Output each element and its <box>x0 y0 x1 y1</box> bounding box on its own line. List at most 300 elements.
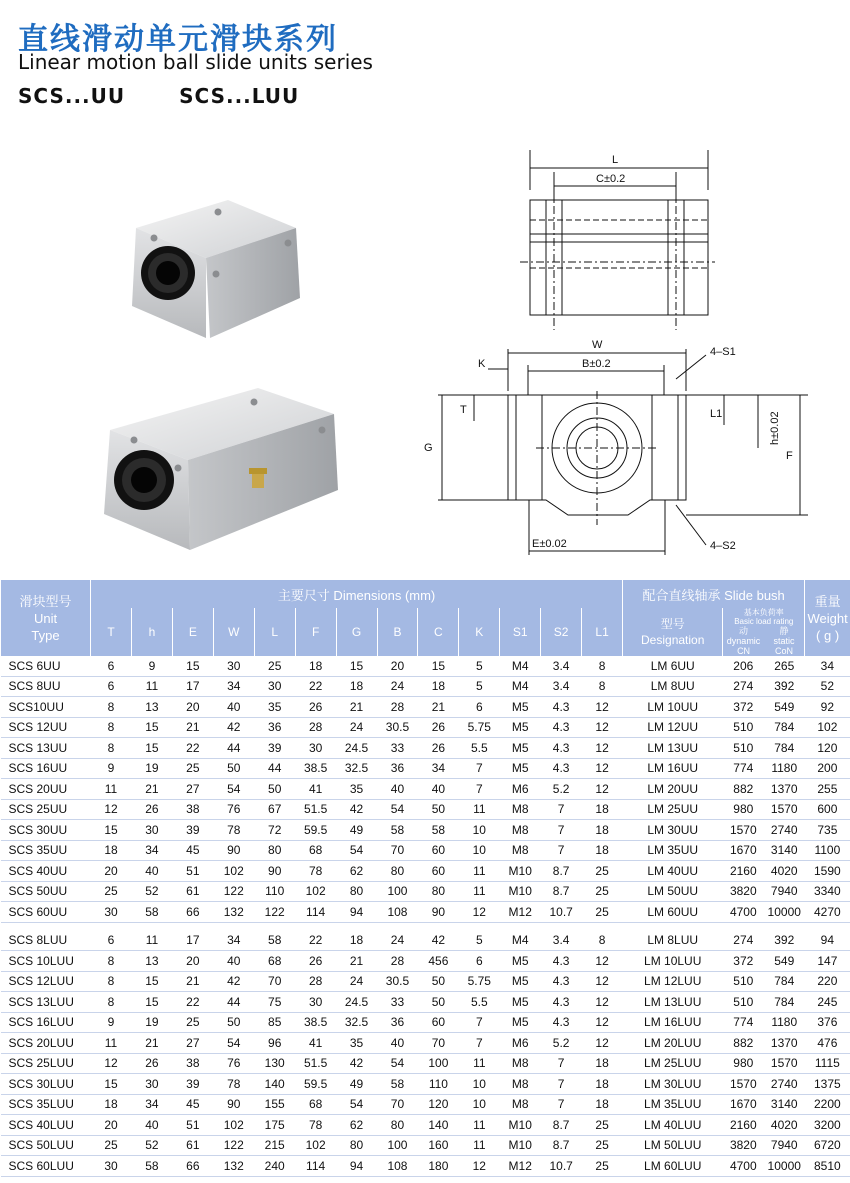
table-cell: 18 <box>418 676 459 697</box>
unit-header-en2: Type <box>31 627 60 643</box>
dim-header-s2: S2 <box>541 608 582 656</box>
table-cell: 220 <box>805 971 850 992</box>
table-cell: M4 <box>500 676 541 697</box>
table-cell: 110 <box>254 881 295 902</box>
table-cell: 24.5 <box>336 738 377 759</box>
table-cell: 39 <box>254 738 295 759</box>
table-cell: 26 <box>131 1053 172 1074</box>
designation-cell: LM 10LUU <box>623 951 723 972</box>
table-cell: 155 <box>254 1094 295 1115</box>
table-cell: 27 <box>172 779 213 800</box>
table-cell: 15 <box>131 971 172 992</box>
designation-cell: LM 12LUU <box>623 971 723 992</box>
table-cell: M5 <box>500 717 541 738</box>
table-cell: 62 <box>336 1115 377 1136</box>
table-cell: 58 <box>377 1074 418 1095</box>
table-cell: 11 <box>459 1135 500 1156</box>
table-cell: 8 <box>582 656 623 676</box>
table-cell: 1370 <box>764 779 805 800</box>
table-cell: 15 <box>172 656 213 676</box>
table-cell: 22 <box>295 931 336 951</box>
table-row <box>1 1012 850 1033</box>
table-cell: M10 <box>500 881 541 902</box>
dim-header-b: B <box>377 608 418 656</box>
designation-cell: LM 40UU <box>623 861 723 882</box>
table-cell: 476 <box>805 1033 850 1054</box>
table-row <box>1 820 850 841</box>
dynamic-cn: 动 <box>739 626 749 636</box>
table-cell: 25 <box>254 656 295 676</box>
table-cell: 22 <box>172 992 213 1013</box>
table-cell: 11 <box>459 1053 500 1074</box>
table-cell: 108 <box>377 1156 418 1177</box>
table-cell: 19 <box>131 1012 172 1033</box>
table-cell: 42 <box>336 1053 377 1074</box>
table-cell: 9 <box>131 656 172 676</box>
table-cell: 30 <box>91 1156 132 1177</box>
table-row <box>1 1053 850 1074</box>
table-cell: 4700 <box>723 1156 764 1177</box>
table-cell: 102 <box>213 861 254 882</box>
table-cell: 36 <box>377 1012 418 1033</box>
table-cell: 30 <box>91 902 132 923</box>
table-cell: 52 <box>131 1135 172 1156</box>
table-cell: 11 <box>459 1115 500 1136</box>
table-cell: 1115 <box>805 1053 850 1074</box>
table-row <box>1 1115 850 1136</box>
table-cell: 6 <box>91 931 132 951</box>
table-cell: 68 <box>295 1094 336 1115</box>
table-row <box>1 738 850 759</box>
table-cell: 90 <box>213 840 254 861</box>
table-cell: 2160 <box>723 861 764 882</box>
table-cell: 240 <box>254 1156 295 1177</box>
table-cell: 12 <box>582 697 623 718</box>
dim-header-t: T <box>91 608 132 656</box>
table-cell: 18 <box>582 1074 623 1095</box>
table-cell: 6 <box>91 656 132 676</box>
table-cell: 8 <box>91 697 132 718</box>
table-cell: 8 <box>91 738 132 759</box>
long-unit-photo <box>94 380 344 560</box>
table-cell: 1670 <box>723 840 764 861</box>
table-cell: 68 <box>295 840 336 861</box>
unit-header-en1: Unit <box>33 610 58 626</box>
table-cell: 61 <box>172 1135 213 1156</box>
table-cell: 3140 <box>764 840 805 861</box>
table-cell: 60 <box>418 861 459 882</box>
group-separator <box>1 922 850 931</box>
title-chinese: 直线滑动单元滑块系列 <box>18 22 338 57</box>
table-cell: 38.5 <box>295 1012 336 1033</box>
weight-header-cn: 重量 <box>814 593 841 609</box>
table-cell: 12 <box>459 902 500 923</box>
table-cell: 774 <box>723 1012 764 1033</box>
table-cell: 78 <box>295 861 336 882</box>
dim-header-s1: S1 <box>500 608 541 656</box>
table-cell: 27 <box>172 1033 213 1054</box>
static-en: static <box>773 636 795 646</box>
table-cell: 32.5 <box>336 1012 377 1033</box>
table-cell: 160 <box>418 1135 459 1156</box>
table-cell: 114 <box>295 1156 336 1177</box>
table-cell: 392 <box>764 676 805 697</box>
table-cell: 42 <box>418 931 459 951</box>
model-uu: SCS...UU <box>18 84 126 108</box>
table-cell: 80 <box>418 881 459 902</box>
table-cell: 52 <box>131 881 172 902</box>
table-row <box>1 1094 850 1115</box>
table-cell: M8 <box>500 1074 541 1095</box>
table-cell: 132 <box>213 902 254 923</box>
table-cell: 54 <box>377 1053 418 1074</box>
table-cell: 1590 <box>805 861 850 882</box>
table-cell: 25 <box>582 1115 623 1136</box>
table-cell: 25 <box>582 1135 623 1156</box>
table-cell: 10000 <box>764 1156 805 1177</box>
table-cell: 12 <box>582 717 623 738</box>
dim-header-h: h <box>131 608 172 656</box>
table-cell: 206 <box>723 656 764 676</box>
label-k: K <box>478 358 486 370</box>
table-cell: 5.5 <box>459 738 500 759</box>
table-cell: 1100 <box>805 840 850 861</box>
table-cell: 1370 <box>764 1033 805 1054</box>
table-cell: 66 <box>172 1156 213 1177</box>
table-cell: 1570 <box>764 1053 805 1074</box>
table-row <box>1 799 850 820</box>
table-cell: 32.5 <box>336 758 377 779</box>
table-cell: M8 <box>500 1094 541 1115</box>
table-cell: 70 <box>377 1094 418 1115</box>
table-cell: 85 <box>254 1012 295 1033</box>
table-cell: 3340 <box>805 881 850 902</box>
table-cell: 54 <box>377 799 418 820</box>
table-cell: 7 <box>541 799 582 820</box>
specification-table <box>0 580 850 1177</box>
table-cell: 13 <box>131 951 172 972</box>
uu-series-rows <box>1 656 850 922</box>
table-cell: 38 <box>172 1053 213 1074</box>
weight-header <box>805 580 850 656</box>
table-cell: 34 <box>213 676 254 697</box>
table-cell: 784 <box>764 738 805 759</box>
table-cell: 30 <box>295 738 336 759</box>
table-cell: 54 <box>336 840 377 861</box>
table-cell: 80 <box>336 881 377 902</box>
table-cell: 7 <box>541 840 582 861</box>
table-cell: 245 <box>805 992 850 1013</box>
table-cell: 94 <box>336 1156 377 1177</box>
load-rating-header <box>723 608 805 656</box>
table-cell: 3.4 <box>541 676 582 697</box>
table-cell: 8 <box>91 971 132 992</box>
unit-type-cell: SCS 40UU <box>1 861 91 882</box>
table-cell: M12 <box>500 1156 541 1177</box>
unit-type-cell: SCS 12LUU <box>1 971 91 992</box>
table-cell: 600 <box>805 799 850 820</box>
designation-cell: LM 13LUU <box>623 992 723 1013</box>
table-cell: 40 <box>418 779 459 800</box>
table-cell: M10 <box>500 861 541 882</box>
table-row <box>1 840 850 861</box>
table-cell: 6 <box>459 697 500 718</box>
table-cell: 122 <box>213 1135 254 1156</box>
table-cell: 80 <box>254 840 295 861</box>
table-cell: 265 <box>764 656 805 676</box>
table-cell: 7 <box>459 1033 500 1054</box>
table-cell: 40 <box>213 697 254 718</box>
table-cell: 28 <box>377 697 418 718</box>
table-cell: 7 <box>541 1053 582 1074</box>
table-cell: 510 <box>723 717 764 738</box>
table-cell: 8.7 <box>541 881 582 902</box>
table-cell: 9 <box>91 758 132 779</box>
unit-type-cell: SCS 25UU <box>1 799 91 820</box>
table-row <box>1 1033 850 1054</box>
table-cell: 30 <box>254 676 295 697</box>
table-cell: M10 <box>500 1115 541 1136</box>
unit-type-cell: SCS 30LUU <box>1 1074 91 1095</box>
table-cell: 44 <box>254 758 295 779</box>
table-cell: 15 <box>91 820 132 841</box>
table-cell: 24 <box>377 676 418 697</box>
table-cell: 8.7 <box>541 861 582 882</box>
table-cell: 10 <box>459 1074 500 1095</box>
unit-type-cell: SCS 30UU <box>1 820 91 841</box>
dim-header-g: G <box>336 608 377 656</box>
table-cell: 39 <box>172 820 213 841</box>
table-cell: 24 <box>336 717 377 738</box>
designation-cell: LM 16UU <box>623 758 723 779</box>
table-cell: 66 <box>172 902 213 923</box>
designation-cell: LM 10UU <box>623 697 723 718</box>
table-cell: 2740 <box>764 1074 805 1095</box>
dim-header-w: W <box>213 608 254 656</box>
table-cell: 11 <box>91 1033 132 1054</box>
table-cell: 30 <box>131 820 172 841</box>
label-w: W <box>592 339 603 351</box>
table-cell: 18 <box>582 1053 623 1074</box>
table-cell: 40 <box>213 951 254 972</box>
designation-cell: LM 25LUU <box>623 1053 723 1074</box>
table-row <box>1 758 850 779</box>
unit-type-cell: SCS 50UU <box>1 881 91 902</box>
table-cell: 5 <box>459 656 500 676</box>
unit-type-cell: SCS 16LUU <box>1 1012 91 1033</box>
table-cell: 41 <box>295 1033 336 1054</box>
table-cell: 102 <box>295 881 336 902</box>
table-cell: M5 <box>500 758 541 779</box>
table-cell: 34 <box>418 758 459 779</box>
dim-header-l: L <box>254 608 295 656</box>
table-cell: 26 <box>295 951 336 972</box>
table-row <box>1 902 850 923</box>
designation-cell: LM 40LUU <box>623 1115 723 1136</box>
top-view-drawing <box>510 150 725 340</box>
table-cell: 12 <box>582 758 623 779</box>
table-cell: 80 <box>377 861 418 882</box>
table-cell: 35 <box>254 697 295 718</box>
table-cell: 11 <box>131 931 172 951</box>
table-cell: 51.5 <box>295 799 336 820</box>
table-cell: 41 <box>295 779 336 800</box>
table-cell: 34 <box>213 931 254 951</box>
designation-cell: LM 13UU <box>623 738 723 759</box>
table-cell: 2740 <box>764 820 805 841</box>
table-cell: M8 <box>500 820 541 841</box>
unit-type-cell: SCS 25LUU <box>1 1053 91 1074</box>
table-cell: 24.5 <box>336 992 377 1013</box>
table-cell: 215 <box>254 1135 295 1156</box>
table-cell: 25 <box>91 881 132 902</box>
table-cell: 24 <box>336 971 377 992</box>
table-cell: 40 <box>131 861 172 882</box>
table-cell: 45 <box>172 840 213 861</box>
table-cell: 52 <box>805 676 850 697</box>
table-cell: 10.7 <box>541 902 582 923</box>
label-e: E±0.02 <box>532 538 567 550</box>
table-cell: 21 <box>131 779 172 800</box>
table-cell: 54 <box>213 1033 254 1054</box>
table-cell: 62 <box>336 861 377 882</box>
table-cell: 18 <box>91 1094 132 1115</box>
table-cell: 51 <box>172 1115 213 1136</box>
table-cell: 76 <box>213 799 254 820</box>
table-cell: 8.7 <box>541 1115 582 1136</box>
table-cell: 12 <box>91 1053 132 1074</box>
luu-series-rows <box>1 931 850 1177</box>
table-cell: 10000 <box>764 902 805 923</box>
table-cell: 10 <box>459 1094 500 1115</box>
table-cell: 70 <box>418 1033 459 1054</box>
table-cell: 33 <box>377 738 418 759</box>
table-cell: 774 <box>723 758 764 779</box>
table-cell: 510 <box>723 738 764 759</box>
table-cell: 7 <box>459 779 500 800</box>
table-cell: 4.3 <box>541 738 582 759</box>
table-cell: 7 <box>459 1012 500 1033</box>
table-cell: 4.3 <box>541 758 582 779</box>
table-cell: 25 <box>172 1012 213 1033</box>
table-cell: 3200 <box>805 1115 850 1136</box>
table-row <box>1 1156 850 1177</box>
table-cell: 35 <box>336 1033 377 1054</box>
table-cell: 100 <box>418 1053 459 1074</box>
table-cell: 20 <box>91 1115 132 1136</box>
table-cell: M8 <box>500 840 541 861</box>
table-cell: 8 <box>91 717 132 738</box>
table-cell: 15 <box>336 656 377 676</box>
designation-cn: 型号 <box>660 617 685 631</box>
table-cell: 11 <box>459 881 500 902</box>
table-cell: 45 <box>172 1094 213 1115</box>
table-cell: 1570 <box>723 820 764 841</box>
table-cell: 6720 <box>805 1135 850 1156</box>
table-cell: 96 <box>254 1033 295 1054</box>
table-cell: 72 <box>254 820 295 841</box>
table-cell: 12 <box>582 992 623 1013</box>
table-cell: 28 <box>295 717 336 738</box>
table-cell: 80 <box>336 1135 377 1156</box>
table-cell: 67 <box>254 799 295 820</box>
table-cell: 18 <box>295 656 336 676</box>
table-cell: 58 <box>418 820 459 841</box>
table-cell: 30.5 <box>377 971 418 992</box>
table-cell: 90 <box>213 1094 254 1115</box>
table-cell: 4.3 <box>541 992 582 1013</box>
table-cell: 4270 <box>805 902 850 923</box>
static-cn: 静 <box>779 626 789 636</box>
table-cell: 17 <box>172 931 213 951</box>
table-cell: 3820 <box>723 1135 764 1156</box>
table-cell: 25 <box>582 1156 623 1177</box>
table-cell: 15 <box>131 992 172 1013</box>
table-cell: M5 <box>500 1012 541 1033</box>
table-cell: 94 <box>805 931 850 951</box>
table-cell: 2160 <box>723 1115 764 1136</box>
table-cell: 1570 <box>723 1074 764 1095</box>
table-cell: 50 <box>418 971 459 992</box>
table-cell: 110 <box>418 1074 459 1095</box>
table-cell: M5 <box>500 697 541 718</box>
table-cell: 882 <box>723 779 764 800</box>
label-l1: L1 <box>710 408 723 420</box>
table-cell: 5.75 <box>459 971 500 992</box>
table-cell: 18 <box>582 1094 623 1115</box>
unit-type-cell: SCS 60UU <box>1 902 91 923</box>
table-cell: 54 <box>213 779 254 800</box>
unit-type-cell: SCS 13LUU <box>1 992 91 1013</box>
designation-cell: LM 30LUU <box>623 1074 723 1095</box>
table-cell: 58 <box>377 820 418 841</box>
dynamic-sym: CN <box>737 646 751 656</box>
table-cell: 25 <box>91 1135 132 1156</box>
designation-cell: LM 35LUU <box>623 1094 723 1115</box>
table-cell: 784 <box>764 992 805 1013</box>
table-cell: 59.5 <box>295 1074 336 1095</box>
table-cell: 78 <box>213 820 254 841</box>
table-cell: 94 <box>336 902 377 923</box>
table-cell: 5.2 <box>541 1033 582 1054</box>
table-cell: 49 <box>336 820 377 841</box>
table-cell: 17 <box>172 676 213 697</box>
unit-type-cell: SCS 6UU <box>1 656 91 676</box>
unit-type-cell: SCS10UU <box>1 697 91 718</box>
table-cell: 7940 <box>764 881 805 902</box>
table-cell: 274 <box>723 676 764 697</box>
designation-cell: LM 60UU <box>623 902 723 923</box>
table-cell: 102 <box>805 717 850 738</box>
table-row <box>1 1074 850 1095</box>
table-cell: 9 <box>91 1012 132 1033</box>
table-row <box>1 676 850 697</box>
load-cn: 基本负荷率 <box>743 608 784 617</box>
unit-type-cell: SCS 35LUU <box>1 1094 91 1115</box>
designation-cell: LM 12UU <box>623 717 723 738</box>
dim-header-k: K <box>459 608 500 656</box>
table-cell: 30.5 <box>377 717 418 738</box>
table-cell: 50 <box>418 799 459 820</box>
table-cell: 147 <box>805 951 850 972</box>
table-cell: 4.3 <box>541 951 582 972</box>
table-cell: 784 <box>764 717 805 738</box>
table-cell: 12 <box>582 951 623 972</box>
table-cell: 75 <box>254 992 295 1013</box>
front-view-drawing <box>418 335 808 565</box>
table-cell: 35 <box>336 779 377 800</box>
table-cell: 25 <box>582 902 623 923</box>
